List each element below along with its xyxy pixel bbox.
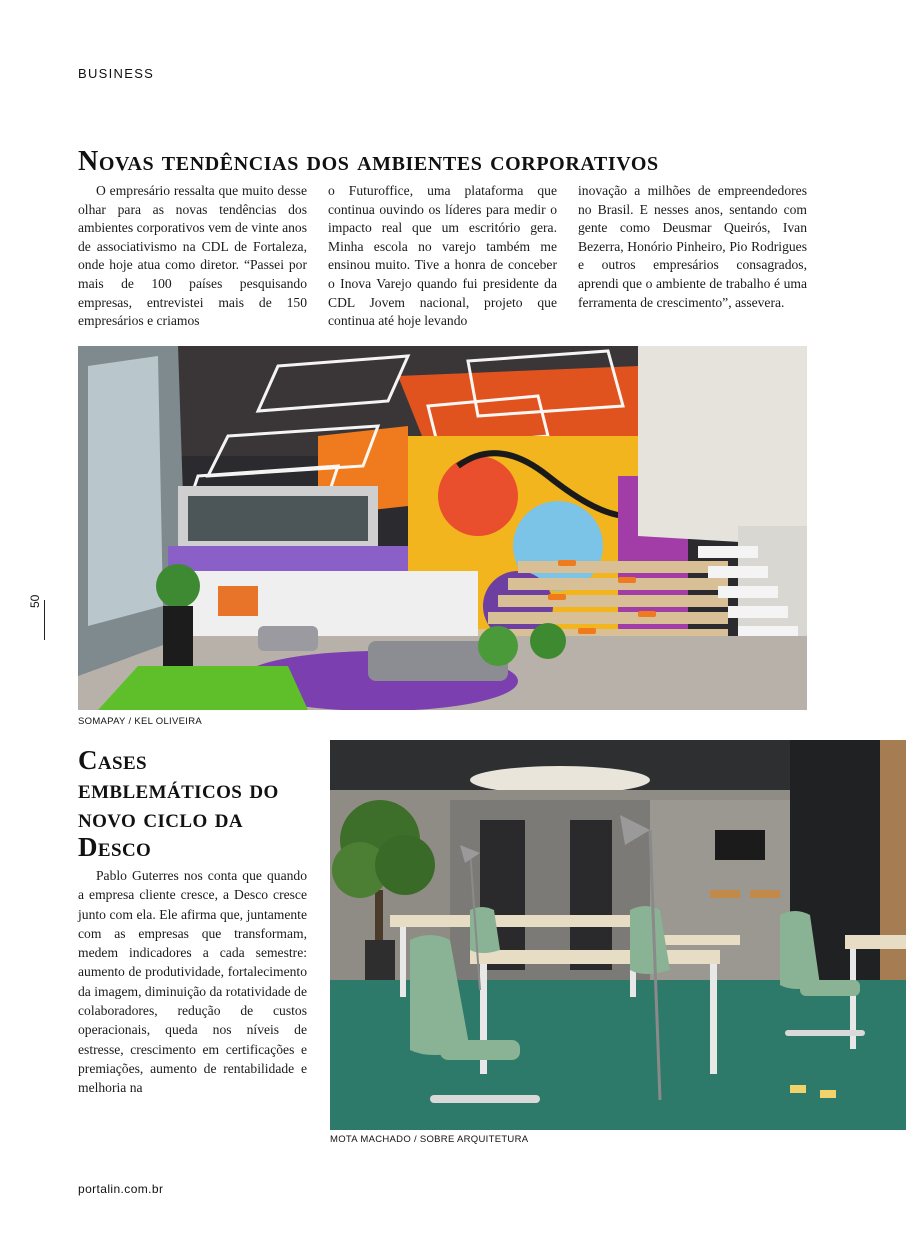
photo-credit-caption: SOMAPAY / KEL OLIVEIRA (78, 716, 202, 727)
office-atrium-photo (78, 346, 807, 710)
section-title: Cases emblemáticos do novo ciclo da Desco (78, 745, 279, 862)
article-column-2: o Futuroffice, uma plataforma que continua ouvindo os líderes para medir o impacto real que um escritório gera. Minha escola no varejo também me ensinou muito. Tive a honra de conceber o Inova Varejo quando fui presidente da CDL Jovem nacional, projeto que continua até hoje levando (328, 183, 557, 329)
article-body: Pablo Guterres nos conta que quando a empresa cliente cresce, a Desco cresce junto com ela. Ele afirma que, juntamente com as empresas que transformam, medem indicadores a cada semestre: aumento de produtividade, fortalecimento da imagem, diminuição da rotatividade de colaboradores, redução de custos operacionais, queda nos níveis de estresse, crescimento em certificações e premiações, aumento de rentabilidade e melhoria na (78, 868, 307, 1096)
article-column-1: O empresário ressalta que muito desse olhar para as novas tendências dos ambientes corporativos vem de vinte anos de associativismo na CDL de Fortaleza, onde hoje atua como diretor. “Passei por mais de 100 países pesquisando empresas, entrevistei mais de 150 empresários e criamos (78, 183, 307, 329)
section-label: BUSINESS (78, 66, 155, 81)
photo-credit-caption-2: MOTA MACHADO / SOBRE ARQUITETURA (330, 1134, 529, 1145)
article-column-3: inovação a milhões de empreendedores no Brasil. E nesses anos, sentando com gente como Deusmar Queirós, Ivan Bezerra, Honório Pinheiro, Pio Rodrigues e outros empresários consagrados, aprendi que o ambiente de trabalho é uma ferramenta de crescimento”, assevera. (578, 183, 807, 310)
office-workspace-photo (330, 740, 906, 1130)
page-number-rule (44, 600, 45, 640)
footer-url: portalin.com.br (78, 1182, 164, 1196)
page-number: 50 (28, 594, 42, 608)
article-title: Novas tendências dos ambientes corporativos (78, 146, 659, 177)
